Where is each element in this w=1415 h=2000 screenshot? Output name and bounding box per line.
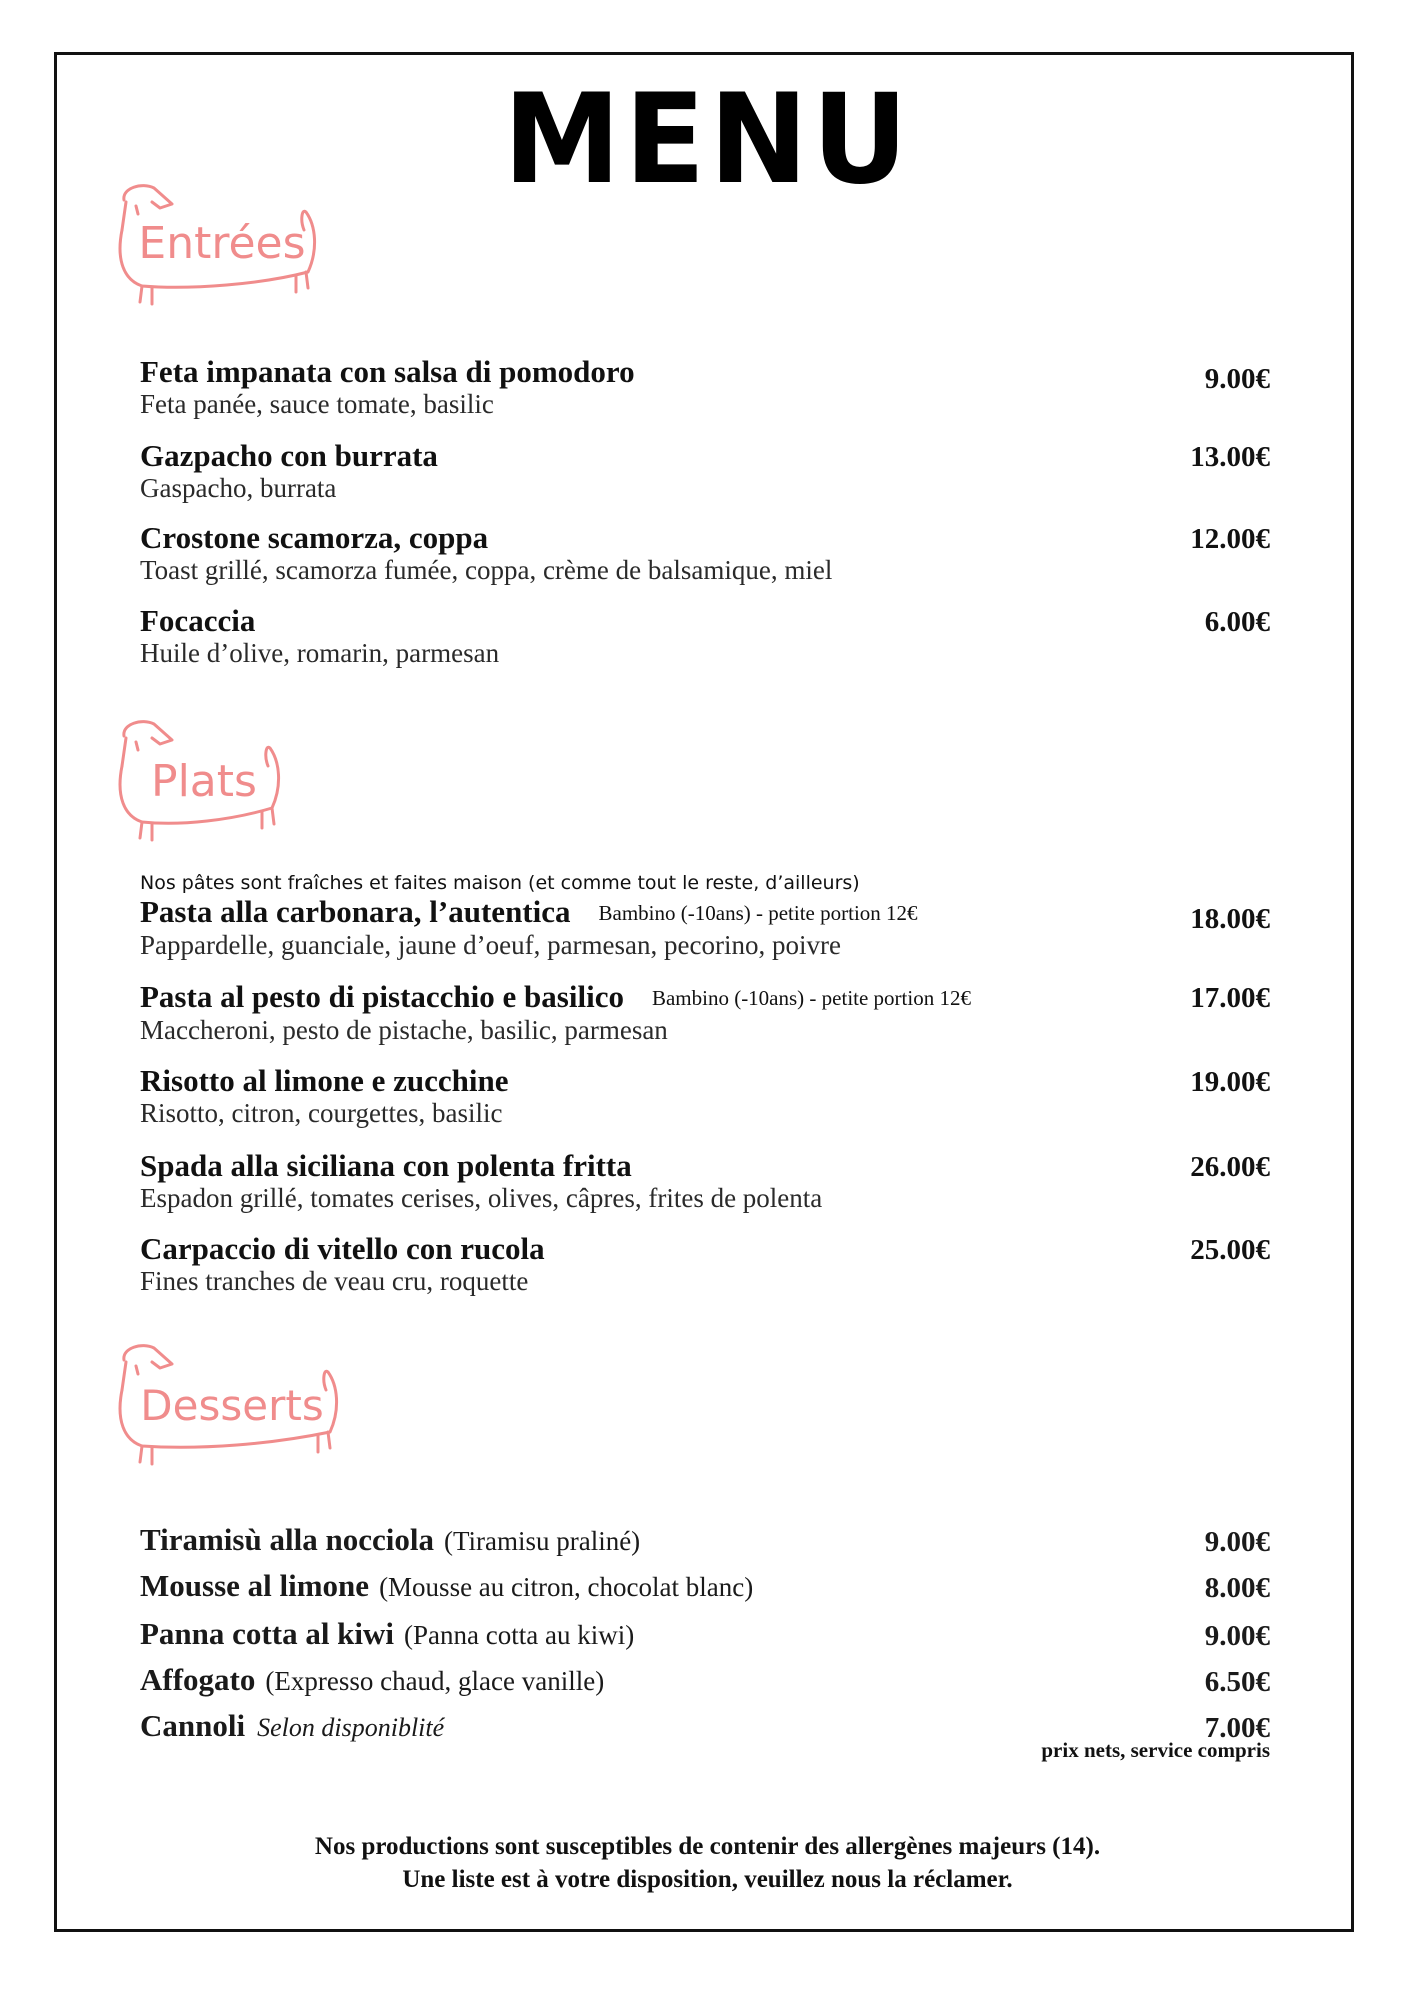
item-detail: (Expresso chaud, glace vanille)	[265, 1666, 605, 1696]
item-name: Focaccia	[140, 603, 256, 638]
kids-portion: Bambino (-10ans) - petite portion 12€	[598, 901, 918, 925]
item-description: Fines tranches de veau cru, roquette	[140, 1266, 529, 1296]
item-description: Espadon grillé, tomates cerises, olives, câpres, frites de polenta	[140, 1183, 823, 1213]
menu-title: MENU	[503, 66, 912, 212]
item-description: Risotto, citron, courgettes, basilic	[140, 1098, 503, 1128]
dog-icon	[112, 716, 292, 856]
menu-item	[140, 1149, 1270, 1213]
item-name: Gazpacho con burrata	[140, 438, 438, 473]
item-price: 9.00€	[1204, 1526, 1270, 1558]
section-desserts-label: Desserts	[140, 1381, 324, 1430]
item-name: Feta impanata con salsa di pomodoro	[140, 354, 635, 389]
item-price: 13.00€	[1190, 441, 1270, 473]
price-note: prix nets, service compris	[1041, 1738, 1270, 1762]
item-name: Mousse al limone	[140, 1568, 370, 1603]
item-name: Tiramisù alla nocciola	[140, 1522, 434, 1557]
item-price: 6.00€	[1204, 606, 1270, 638]
item-detail: (Mousse au citron, chocolat blanc)	[379, 1572, 754, 1602]
kids-portion: Bambino (-10ans) - petite portion 12€	[651, 986, 971, 1010]
item-price: 18.00€	[1190, 903, 1270, 935]
item-description: Toast grillé, scamorza fumée, coppa, crème de balsamique, miel	[140, 555, 833, 585]
item-description: Huile d’olive, romarin, parmesan	[140, 638, 500, 668]
menu-item	[140, 980, 1270, 1045]
item-detail: (Tiramisu praliné)	[443, 1526, 641, 1556]
item-price: 7.00€	[1204, 1712, 1270, 1744]
dog-icon	[112, 180, 332, 320]
item-price: 26.00€	[1190, 1151, 1270, 1183]
item-price: 8.00€	[1204, 1572, 1270, 1604]
dog-icon	[112, 1340, 352, 1480]
menu-item	[140, 604, 1270, 668]
item-name-text: Pasta alla carbonara, l’autentica	[140, 894, 571, 929]
dessert-item	[140, 1568, 1270, 1604]
item-name	[140, 895, 1270, 930]
section-entrees-label: Entrées	[138, 218, 306, 269]
item-price: 25.00€	[1190, 1234, 1270, 1266]
footer-line-2: Une liste est à votre disposition, veuillez nous la réclamer.	[402, 1866, 1013, 1893]
item-price: 9.00€	[1204, 1620, 1270, 1652]
item-price: 6.50€	[1204, 1666, 1270, 1698]
menu-item	[140, 895, 1270, 960]
item-price: 17.00€	[1190, 982, 1270, 1014]
dessert-item	[140, 1522, 1270, 1558]
item-name	[140, 980, 1270, 1015]
item-name: Affogato	[140, 1662, 256, 1697]
item-description: Maccheroni, pesto de pistache, basilic, parmesan	[140, 1015, 668, 1045]
plats-note: Nos pâtes sont fraîches et faites maison (et comme tout le reste, d’ailleurs)	[140, 872, 860, 894]
section-entrees-badge	[112, 180, 332, 320]
menu-item	[140, 1064, 1270, 1128]
item-detail: (Panna cotta au kiwi)	[404, 1620, 635, 1650]
item-price: 19.00€	[1190, 1066, 1270, 1098]
footer-line-1: Nos productions sont susceptibles de contenir des allergènes majeurs (14).	[314, 1833, 1101, 1860]
dessert-item	[140, 1662, 1270, 1698]
item-name: Panna cotta al kiwi	[140, 1616, 395, 1651]
item-name: Spada alla siciliana con polenta fritta	[140, 1148, 632, 1183]
dessert-item	[140, 1616, 1270, 1652]
allergen-footer	[0, 1830, 1415, 1896]
menu-item	[140, 521, 1270, 585]
item-name-text: Pasta al pesto di pistacchio e basilico	[140, 979, 624, 1014]
item-name: Crostone scamorza, coppa	[140, 520, 489, 555]
item-description: Gaspacho, burrata	[140, 473, 337, 503]
menu-item	[140, 355, 1270, 419]
item-name: Risotto al limone e zucchine	[140, 1063, 509, 1098]
section-desserts-badge	[112, 1340, 352, 1480]
menu-item	[140, 439, 1270, 503]
item-price: 12.00€	[1190, 523, 1270, 555]
section-plats-badge	[112, 716, 292, 856]
item-detail: Selon disponiblité	[257, 1713, 445, 1742]
item-name: Cannoli	[140, 1708, 246, 1743]
item-description: Feta panée, sauce tomate, basilic	[140, 389, 494, 419]
item-description: Pappardelle, guanciale, jaune d’oeuf, parmesan, pecorino, poivre	[140, 930, 841, 960]
item-name: Carpaccio di vitello con rucola	[140, 1231, 545, 1266]
section-plats-label: Plats	[151, 756, 257, 807]
item-price: 9.00€	[1204, 363, 1270, 395]
menu-item	[140, 1232, 1270, 1296]
